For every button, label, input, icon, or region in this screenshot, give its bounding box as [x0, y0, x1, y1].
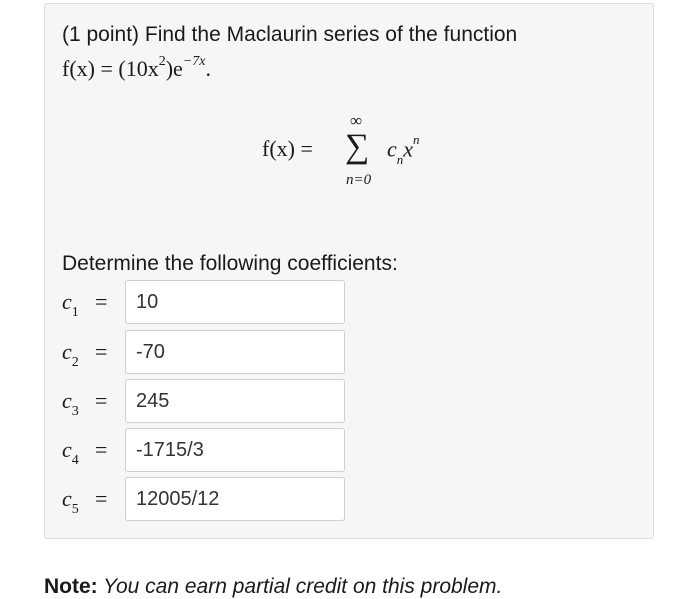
function-square: 2	[158, 53, 166, 69]
note-text: You can earn partial credit on this problem.	[97, 575, 503, 598]
equals-sign: =	[95, 339, 108, 364]
equals-sign: =	[95, 437, 108, 462]
series-term	[387, 132, 420, 167]
series-coef-sub: n	[396, 151, 404, 167]
equals-sign: =	[95, 486, 108, 511]
coefficient-input-4[interactable]: -1715/3	[125, 428, 345, 472]
series-coef: c	[387, 136, 397, 162]
coefficient-label-2: $c_2$	[62, 339, 79, 371]
coefficient-label-3: $c_3$	[62, 388, 79, 420]
function-end: .	[205, 56, 211, 81]
coefficient-row-2	[62, 330, 362, 374]
function-exponent: −7x	[182, 53, 206, 69]
function-rhs: )e	[165, 56, 183, 81]
coefficient-input-3[interactable]: 245	[125, 379, 345, 423]
sigma-symbol: ∑	[345, 128, 370, 165]
series-var: x	[403, 136, 414, 162]
note-label: Note:	[44, 575, 98, 598]
coefficient-label-4: $c_4$	[62, 437, 79, 469]
series-upper-limit: ∞	[350, 111, 363, 130]
series-lower-limit: n=0	[346, 172, 372, 188]
problem-intro: (1 point) Find the Maclaurin series of the function	[62, 23, 518, 46]
coefficient-row-5	[62, 477, 362, 521]
instructions: Determine the following coefficients:	[62, 252, 398, 275]
coefficient-row-1	[62, 280, 362, 324]
series-lhs: f(x) =	[262, 136, 313, 161]
series-var-sup: n	[413, 132, 420, 147]
series-formula	[262, 112, 492, 202]
function-lhs: f(x) = (10x	[62, 56, 159, 81]
coefficient-label-1: $c_1$	[62, 289, 79, 321]
coefficient-row-4	[62, 428, 362, 472]
coefficient-input-5[interactable]: 12005/12	[125, 477, 345, 521]
partial-credit-note	[44, 575, 502, 599]
coefficient-label-5: $c_5$	[62, 486, 79, 518]
coefficient-input-2[interactable]: -70	[125, 330, 345, 374]
equals-sign: =	[95, 388, 108, 413]
function-definition	[62, 53, 211, 82]
equals-sign: =	[95, 289, 108, 314]
coefficient-row-3	[62, 379, 362, 423]
coefficient-input-1[interactable]: 10	[125, 280, 345, 324]
